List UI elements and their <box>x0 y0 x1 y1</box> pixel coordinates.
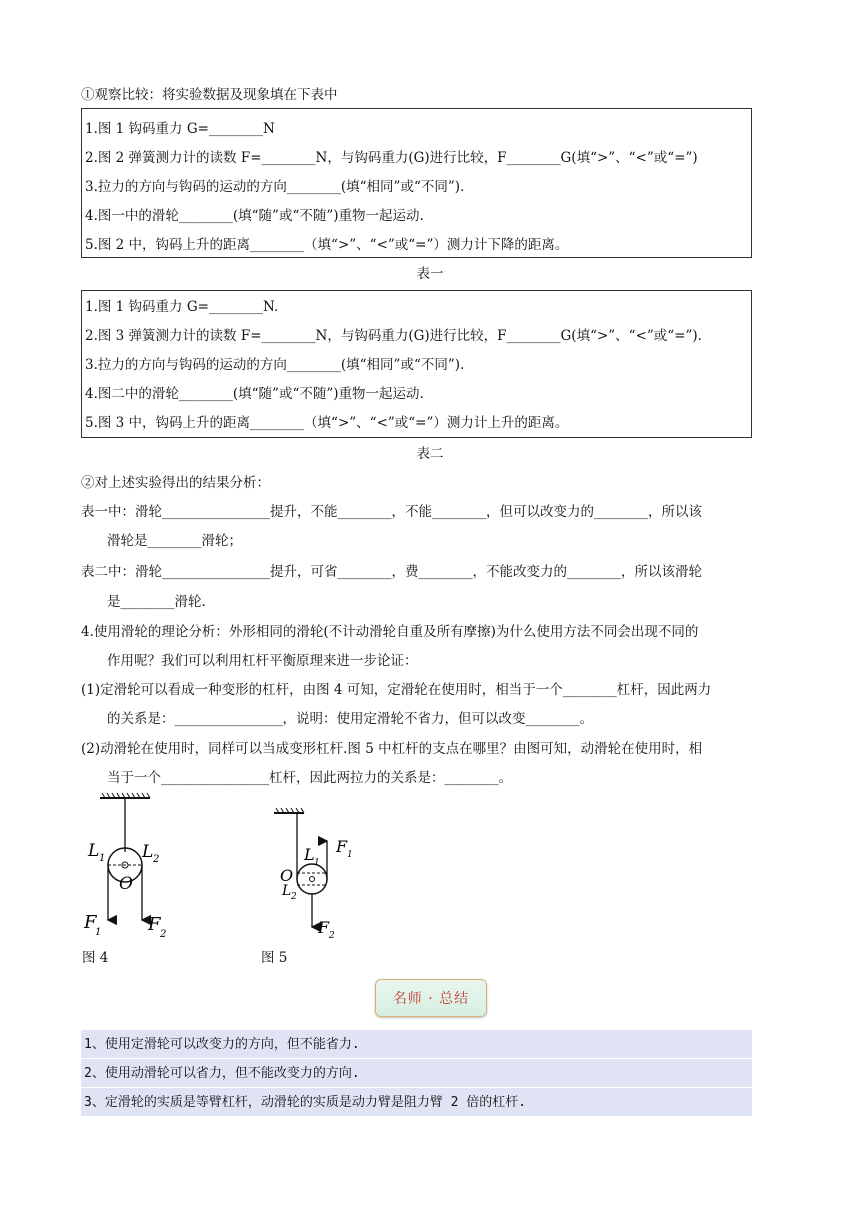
fig4-label-l1-sub: 1 <box>99 853 106 864</box>
ceiling-hatch <box>100 793 150 798</box>
table2-row-5: 5.图 3 中，钩码上升的距离________（填“>”、“<”或“=”）测力计上升的距离。 <box>85 415 569 431</box>
fig4-label-o: O <box>119 874 133 894</box>
analysis-table2-line2: 是________滑轮. <box>107 594 206 610</box>
fig5-label-f1: F <box>336 837 348 856</box>
theory-line1: 4.使用滑轮的理论分析：外形相同的滑轮(不计动滑轮自重及所有摩擦)为什么使用方法不同会出现不同的 <box>81 624 699 640</box>
table2-row-3: 3.拉力的方向与钩码的运动的方向________(填“相同”或“不同”). <box>85 357 465 373</box>
table2-row-1: 1.图 1 钩码重力 G=________N. <box>85 299 279 315</box>
table1-row-3: 3.拉力的方向与钩码的运动的方向________(填“相同”或“不同”). <box>85 179 465 195</box>
theory-p2-line1: (2)动滑轮在使用时，同样可以当成变形杠杆.图 5 中杠杆的支点在哪里？由图可知，动滑轮在使用时，相 <box>81 741 703 757</box>
summary-item-2: 2、使用动滑轮可以省力，但不能改变力的方向. <box>81 1059 752 1088</box>
summary-item-1: 1、使用定滑轮可以改变力的方向，但不能省力. <box>81 1030 752 1059</box>
fig5-label-l1-sub: 1 <box>314 858 320 868</box>
analysis-table1-line1: 表一中：滑轮________________提升，不能________，不能________，但可以改变力的________，所以该 <box>81 504 702 520</box>
table-1 <box>81 108 752 258</box>
figure-5-movable-pulley-diagram <box>268 805 378 945</box>
fig5-label-f2: F <box>318 918 330 937</box>
table1-row-2: 2.图 2 弹簧测力计的读数 F=________N，与钩码重力(G)进行比较，F________G(填“>”、“<”或“=”) <box>85 150 698 166</box>
fig5-label-o: O <box>280 866 294 885</box>
analysis-heading: ②对上述实验得出的结果分析： <box>81 475 270 491</box>
theory-line2: 作用呢？我们可以利用杠杆平衡原理来进一步论证： <box>107 653 418 669</box>
figure-5-caption: 图 5 <box>261 950 288 966</box>
table2-caption: 表二 <box>416 446 444 462</box>
table2-row-2: 2.图 3 弹簧测力计的读数 F=________N，与钩码重力(G)进行比较，F________G(填“>”、“<”或“=”). <box>85 328 702 344</box>
fig5-label-l2: L <box>282 883 292 899</box>
table1-row-1: 1.图 1 钩码重力 G=________N <box>85 121 275 137</box>
intro-text: ①观察比较：将实验数据及现象填在下表中 <box>81 87 338 103</box>
summary-box <box>81 1030 752 1118</box>
fig5-label-f2-sub: 2 <box>329 931 335 941</box>
fig4-label-l2-sub: 2 <box>153 854 160 865</box>
fig4-label-f2: F <box>148 914 161 935</box>
theory-p1-line2: 的关系是：________________，说明：使用定滑轮不省力，但可以改变________。 <box>107 711 593 727</box>
theory-p1-line1: (1)定滑轮可以看成一种变形的杠杆，由图 4 可知，定滑轮在使用时，相当于一个________杠杆，因此两力 <box>81 682 712 698</box>
figure-4-caption: 图 4 <box>82 950 109 966</box>
fig4-label-l2: L <box>142 842 154 862</box>
teacher-summary-badge: 名师 · 总结 <box>375 979 487 1017</box>
table1-row-5: 5.图 2 中，钩码上升的距离________（填“>”、“<”或“=”）测力计下降的距离。 <box>85 237 569 253</box>
table1-caption: 表一 <box>416 266 444 282</box>
fig4-label-f1: F <box>84 912 97 933</box>
fig4-label-f2-sub: 2 <box>160 929 167 940</box>
ceiling-hatch <box>274 808 304 813</box>
analysis-table1-line2: 滑轮是________滑轮； <box>107 533 242 549</box>
fig5-label-f1-sub: 1 <box>347 850 353 860</box>
figure-4-fixed-pulley-diagram <box>80 790 190 940</box>
fig4-label-f1-sub: 1 <box>95 927 102 938</box>
fig4-label-l1: L <box>88 841 100 861</box>
table1-row-4: 4.图一中的滑轮________(填“随”或“不随”)重物一起运动. <box>85 208 424 224</box>
table-2 <box>81 290 752 438</box>
analysis-table2-line1: 表二中：滑轮________________提升，可省________，费________，不能改变力的________，所以该滑轮 <box>81 564 702 580</box>
fig5-label-l1: L <box>304 845 315 864</box>
theory-p2-line2: 当于一个________________杠杆，因此两拉力的关系是：________。 <box>107 770 512 786</box>
fig5-label-l2-sub: 2 <box>291 892 297 902</box>
table2-row-4: 4.图二中的滑轮________(填“随”或“不随”)重物一起运动. <box>85 386 424 402</box>
summary-item-3: 3、定滑轮的实质是等臂杠杆，动滑轮的实质是动力臂是阻力臂 2 倍的杠杆. <box>81 1088 752 1117</box>
